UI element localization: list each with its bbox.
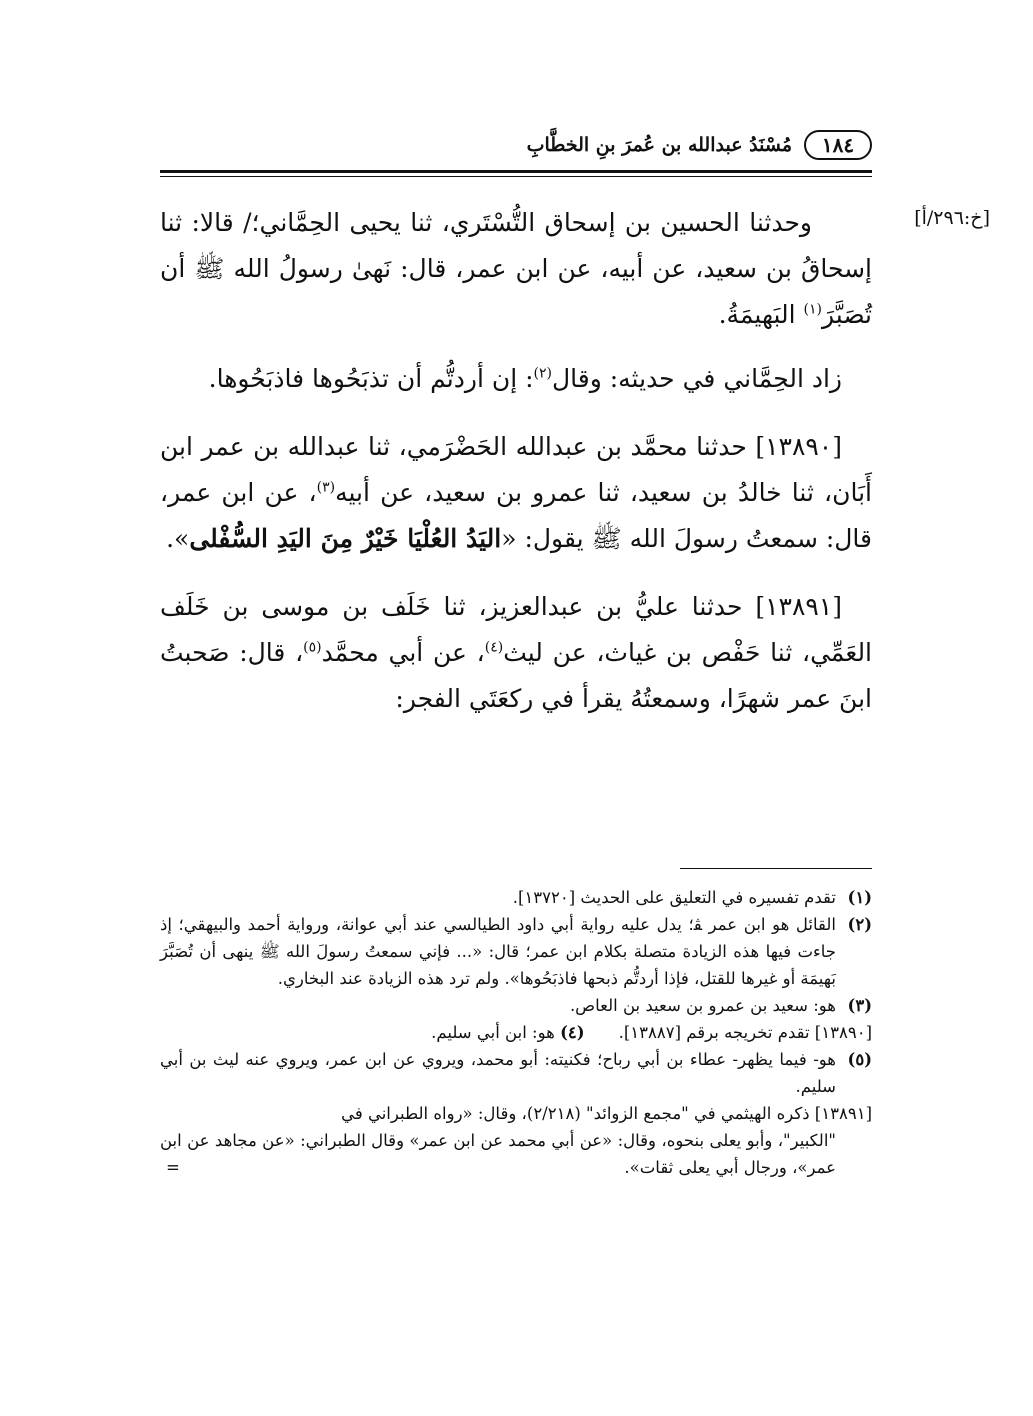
header-rule-thick (160, 170, 872, 173)
footnote-3: (٣) هو: سعيد بن عمرو بن سعيد بن العاص. (569, 996, 872, 1015)
footnote-ref-2: (٢) (533, 365, 552, 382)
manuscript-margin-reference: [خ:٢٩٦/أ] (914, 207, 990, 229)
footnote-ref-4: (٤) (484, 639, 504, 656)
footnote-4-number: (٤) (560, 1023, 585, 1042)
page-number: ١٨٤ (804, 130, 872, 160)
running-title: مُسْنَدُ عبدالله بن عُمرَ بنِ الخطَّابِ (526, 134, 792, 156)
paragraph-13890: [١٣٨٩٠] حدثنا محمَّد بن عبدالله الحَضْرَمي، ثنا عبدالله بن عمر ابن أَبَان، ثنا خالدُ بن سعيد، ثنا عمرو بن سعيد، عن أبيه$^{(٣)}$، عن ابن عمر، قال: سمعتُ رسولَ الله ﷺ يقول: «اليَدُ العُلْيَا خَيْرٌ مِنَ اليَدِ السُّفْلى». (160, 432, 872, 553)
footnote-ref-3: (٣) (316, 479, 336, 496)
footnote-ref-1: (١) (803, 301, 823, 318)
main-text (160, 200, 872, 744)
footnote-2: (٢) القائل هو ابن عمر ﭭ؛ يدل عليه رواية أبي داود الطيالسي عند أبي عوانة، ورواية أحمد والبيهقي؛ إذ جاءت فيها هذه الزيادة متصلة بكلام ابن عمر؛ قال: «... فإني سمعتُ رسولَ الله ﷺ ينهى أن تُصَبَّرَ بَهيمَة أو غيرها للقتل، فإذا أردتُّم ذبحها فاذبَحُوها». ولم ترد هذه الزيادة عند البخاري. (160, 915, 872, 988)
page-header (160, 124, 872, 166)
continuation-mark: = (166, 1158, 180, 1177)
footnote-13891-first-line: [١٣٨٩١] ذكره الهيثمي في "مجمع الزوائد" (٢/٢١٨)، وقال: «رواه الطبراني في (341, 1104, 872, 1123)
paragraph-1: وحدثنا الحسين بن إسحاق التُّسْتَري، ثنا يحيى الحِمَّاني؛/ قالا: ثنا إسحاقُ بن سعيد، عن أبيه، عن ابن عمر، قال: نَهىٰ رسولُ الله ﷺ أن تُصَبَّرَ$^{(١)}$ البَهيمَةُ. (160, 208, 872, 329)
footnote-13890: [١٣٨٩٠] تقدم تخريجه برقم [١٣٨٨٧]. (618, 1023, 872, 1042)
header-rule-thin (160, 176, 872, 177)
footnote-13891-continuation: "الكبير"، وأبو يعلى بنحوه، وقال: «عن أبي محمد عن ابن عمر» وقال الطبراني: «عن مجاهد عن ابن عمر»، ورجال أبي يعلى ثقات». = (160, 1127, 872, 1181)
footnote-4-text: هو: ابن أبي سليم. (431, 1023, 555, 1042)
paragraph-13891: [١٣٨٩١] حدثنا عليُّ بن عبدالعزيز، ثنا خَلَف بن موسى بن خَلَف العَمِّي، ثنا حَفْص بن غياث، عن ليث$^{(٤)}$، عن أبي محمَّد$^{(٥)}$، قال: صَحبتُ ابنَ عمر شهرًا، وسمعتُهُ يقرأ في ركعَتَي الفجر: (160, 592, 873, 713)
footnote-ref-5: (٥) (303, 639, 322, 656)
hadith-text: اليَدُ العُلْيَا خَيْرٌ مِنَ اليَدِ السُّفْلى (189, 524, 502, 553)
footnote-1: (١) تقدم تفسيره في التعليق على الحديث [١٣٧٢٠]. (512, 888, 872, 907)
footnote-5: (٥) هو- فيما يظهر- عطاء بن أبي رباح؛ فكنيته: أبو محمد، ويروي عن ابن عمر، ويروي عنه ليث بن أبي سليم. (160, 1050, 872, 1096)
paragraph-2: زاد الحِمَّاني في حديثه: وقال$^{(٢)}$: إن أردتُّم أن تذبَحُوها فاذبَحُوها. (208, 364, 842, 393)
footnote-separator (680, 868, 872, 869)
footnotes (160, 884, 872, 1181)
footnote-row-13890-and-4 (160, 1019, 872, 1046)
